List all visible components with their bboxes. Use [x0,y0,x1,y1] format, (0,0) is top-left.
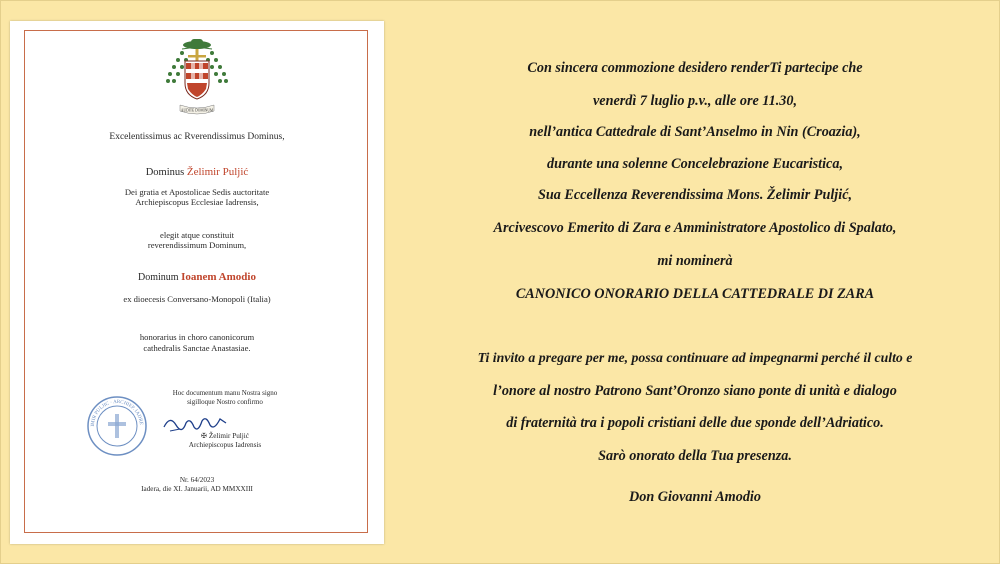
cert-signature-title: Archiepiscopus Iadrensis [188,440,262,449]
message-line-3: nell’antica Cattedrale di Sant’Anselmo in Nin (Croazia), [529,124,861,140]
cert-diocese: ex dioecesis Conversano-Monopoli (Italia) [123,294,271,304]
cert-honorarius [10,332,384,354]
message-line-4: durante una solenne Concelebrazione Eucaristica, [546,156,843,172]
cert-elegit-line-1: elegit atque constituit [160,230,234,240]
message-line-7: mi nominerà [657,253,733,269]
cert-archbishop-name: Želimir Puljić [186,166,249,178]
cert-archbishop-line [10,167,384,178]
coat-of-arms-icon [160,37,234,119]
message-line-9: Ti invito a pregare per me, possa continuare ad impegnarmi perché il culto e [477,350,913,365]
cert-date: Iadera, die XI. Januarii, AD MMXXIII [141,485,253,493]
message-title-canonico: CANONICO ONORARIO DELLA CATTEDRALE DI ZARA [515,286,875,302]
cert-number: Nr. 64/2023 [179,476,215,484]
message-line-1: Con sincera commozione desidero renderTi partecipe che [527,60,863,76]
decree-certificate [10,21,384,544]
message-line-6: Arcivescovo Emerito di Zara e Amministratore Apostolico di Spalato, [493,220,897,236]
cert-dei-gratia-line-1: Dei gratia et Apostolicae Sedis auctoritate [124,187,270,197]
cert-honorarius-line-1: honorarius in choro canonicorum [139,332,255,342]
cert-signature-name: Želimir Puljić [208,432,249,440]
cert-canon-line [10,272,384,283]
message-line-10: l’onore al nostro Patrono Sant’Oronzo siano ponte di unità e dialogo [493,383,897,399]
cert-dei-gratia [10,187,384,207]
seal-text: IMIR PULJIC · ARCHIEP. IADRE [90,399,144,427]
cross-icon: ✠ [201,432,208,440]
cert-dominus-prefix: Dominus [145,167,185,178]
message-signature: Don Giovanni Amodio [629,489,761,505]
cert-elegit-line-2: reverendissimum Dominum, [147,240,247,250]
cert-honorarius-line-2: cathedralis Sanctae Anastasiae. [143,343,251,353]
cert-confirmation-line-1: Hoc documentum manu Nostra signo [172,389,278,397]
cert-elegit [10,230,384,250]
message-line-2: venerdì 7 luglio p.v., alle ore 11.30, [593,93,797,109]
certificate-content [10,21,384,544]
cert-dominum-prefix: Dominum [138,272,179,283]
message-line-11: di fraternità tra i popoli cristiani delle due sponde dell’Adriatico. [506,415,884,431]
cert-salutation: Excelentissimus ac Rverendissimus Dominus, [109,132,285,142]
cert-reference [10,476,384,494]
cert-confirmation-line-2: sigilloque Nostro confirmo [187,397,263,406]
cert-canon-name: Ioanem Amodio [181,271,256,283]
cert-confirmation [38,389,412,406]
message-line-12: Sarò onorato della Tua presenza. [598,448,792,464]
cert-signature-block [38,432,412,449]
cert-dei-gratia-line-2: Archiepiscopus Ecclesiae Iadrensis, [135,197,259,207]
message-line-5: Sua Eccellenza Reverendissima Mons. Želimir Puljić, [537,187,853,203]
coat-motto: AUDITE DOMINUM [180,108,214,113]
